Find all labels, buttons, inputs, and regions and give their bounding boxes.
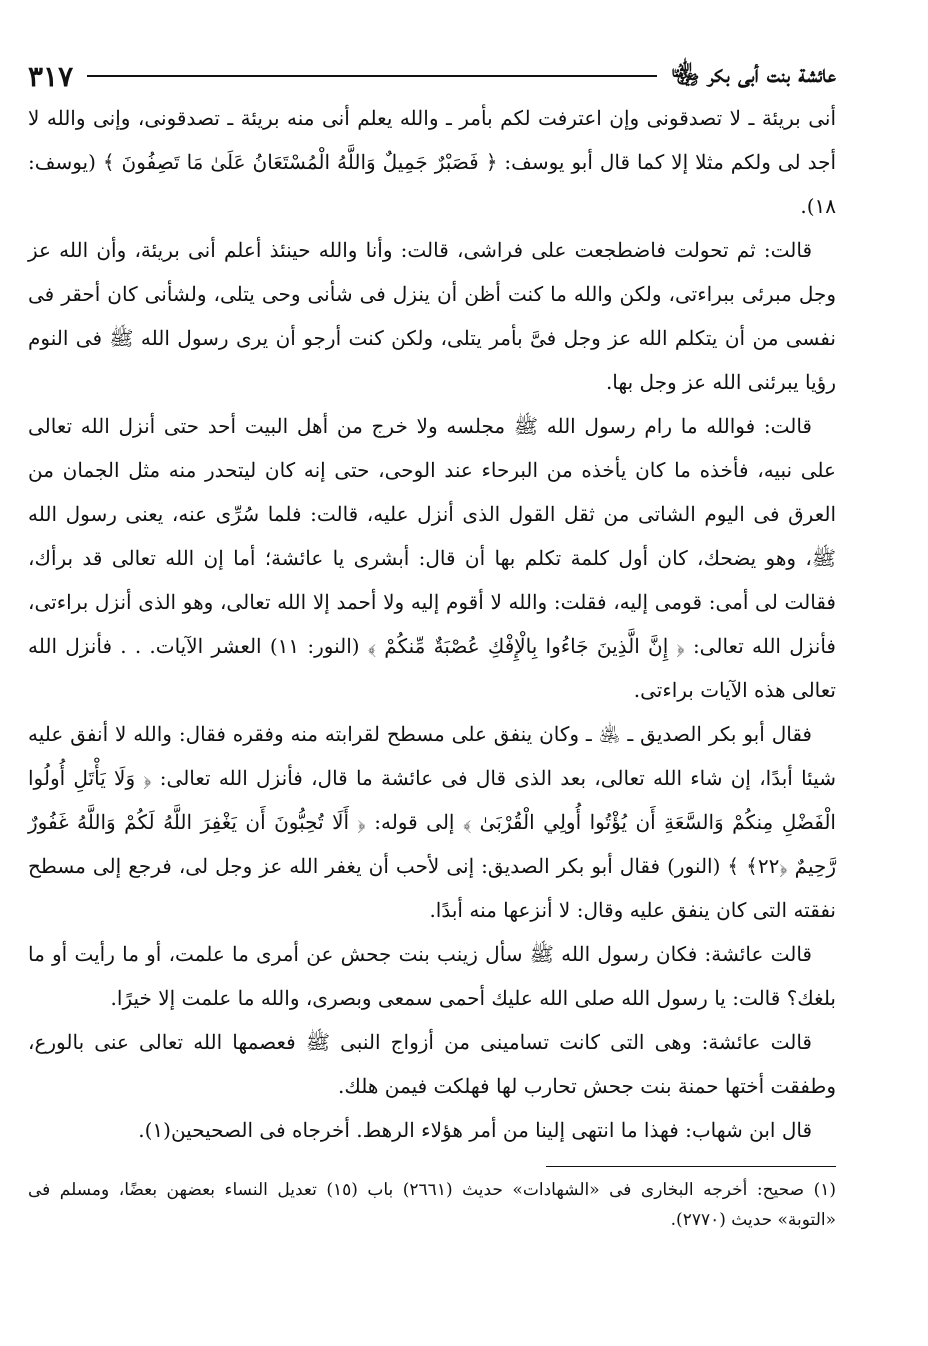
header-rule xyxy=(87,75,657,77)
paragraph: قالت عائشة: وهى التى كانت تسامينى من أزواج النبى ﷺ فعصمها الله تعالى عنى بالورع، وطفقت أختها حمنة بنت جحش تحارب لها فهلكت فيمن هلك. xyxy=(28,1030,836,1098)
page-number: ٣١٧ xyxy=(28,59,74,93)
page-body xyxy=(28,96,836,1152)
paragraph: فقال أبو بكر الصديق ـ ﵁ ـ وكان ينفق على مسطح لقرابته منه وفقره فقال: والله لا أنفق عليه شيئا أبدًا، إن شاء الله تعالى، بعد الذى قال فى عائشة ما قال، فأنزل الله تعالى: ﴿ وَلَا يَأْتَلِ أُولُوا الْفَضْلِ مِنكُمْ وَالسَّعَةِ أَن يُؤْتُوا أُولِي الْقُرْبَىٰ ﴾ إلى قوله: ﴿ أَلَا تُحِبُّونَ أَن يَغْفِرَ اللَّهُ لَكُمْ وَاللَّهُ غَفُورٌ رَّحِيمٌ ﴿٢٢﴾ ﴾ (النور) فقال أبو بكر الصديق: إنى لأحب أن يغفر الله عز وجل لى، فرجع إلى مسطح نفقته التى كان ينفق عليه وقال: لا أنزعها منه أبدًا. xyxy=(28,722,837,922)
paragraph: أنى بريئة ـ لا تصدقونى وإن اعترفت لكم بأمر ـ والله يعلم أنى منه بريئة ـ تصدقونى، وإنى والله لا أجد لى ولكم مثلا إلا كما قال أبو يوسف: ﴿ فَصَبْرٌ جَمِيلٌ وَاللَّهُ الْمُسْتَعَانُ عَلَىٰ مَا تَصِفُونَ ﴾ (يوسف: ١٨). xyxy=(28,106,836,218)
footnote-rule xyxy=(546,1166,836,1167)
footnote: (١) صحيح: أخرجه البخارى فى «الشهادات» حديث (٢٦٦١) باب (١٥) تعديل النساء بعضهن بعضًا، ومسلم فى «التوبة» حديث (٢٧٧٠). xyxy=(28,1180,836,1230)
paragraph: قالت: ثم تحولت فاضطجعت على فراشى، قالت: وأنا والله حينئذ أعلم أنى بريئة، وأن الله عز وجل مبرئى ببراءتى، ولكن والله ما كنت أظن أن ينزل فى شأنى وحى يتلى، ولشأنى كان أحقر فى نفسى من أن يتكلم الله عز وجل فىَّ بأمر يتلى، ولكن كنت أرجو أن يرى رسول الله ﷺ فى النوم رؤيا يبرئنى الله عز وجل بها. xyxy=(28,238,836,394)
running-header xyxy=(28,56,836,96)
paragraph: قال ابن شهاب: فهذا ما انتهى إلينا من أمر هؤلاء الرهط. أخرجاه فى الصحيحين(١). xyxy=(138,1118,812,1142)
chapter-title: عائشة بنت أبى بكر ﵄ xyxy=(671,58,836,88)
paragraph: قالت عائشة: فكان رسول الله ﷺ سأل زينب بنت جحش عن أمرى ما علمت، أو ما رأيت أو ما بلغك؟ قالت: يا رسول الله صلى الله عليك أحمى سمعى وبصرى، والله ما علمت إلا خيرًا. xyxy=(28,942,836,1010)
paragraph: قالت: فوالله ما رام رسول الله ﷺ مجلسه ولا خرج من أهل البيت أحد حتى أنزل الله تعالى على نبيه، فأخذه ما كان يأخذه من البرحاء عند الوحى، حتى إنه كان ليتحدر منه مثل الجمان من العرق فى اليوم الشاتى من ثقل القول الذى أنزل عليه، قالت: فلما سُرِّى عنه، يعنى رسول الله ﷺ، وهو يضحك، كان أول كلمة تكلم بها أن قال: أبشرى يا عائشة؛ أما إن الله تعالى قد برأك، فقالت لى أمى: قومى إليه، فقلت: والله لا أقوم إليه ولا أحمد إلا الله تعالى، وهو الذى أنزل براءتى، فأنزل الله تعالى: ﴿ إِنَّ الَّذِينَ جَاءُوا بِالْإِفْكِ عُصْبَةٌ مِّنكُمْ ﴾ (النور: ١١) العشر الآيات. . . فأنزل الله تعالى هذه الآيات براءتى. xyxy=(28,414,836,702)
